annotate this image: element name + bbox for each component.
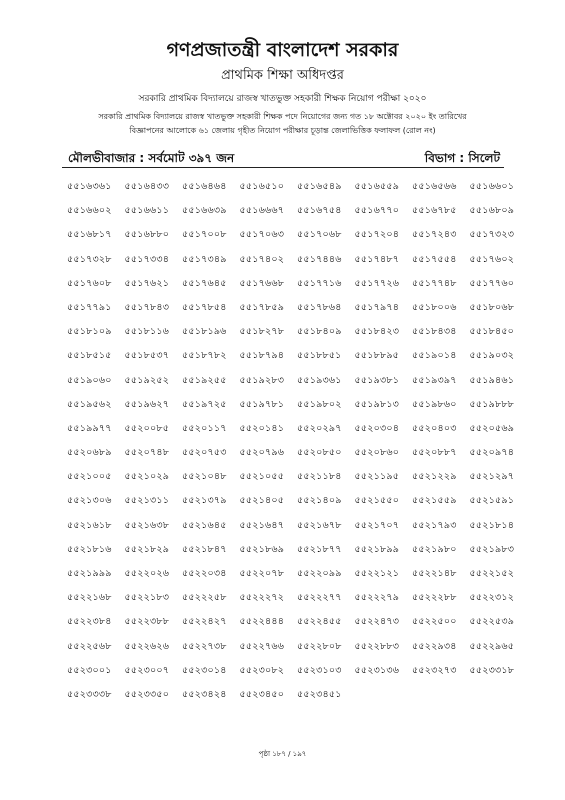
roll-number: ৫৫২১৮৪৭ bbox=[182, 543, 227, 555]
roll-number: ৫৫১৭৮৬৪ bbox=[297, 301, 342, 313]
roll-number: ৫৫১৭৬৪৫ bbox=[182, 277, 227, 289]
roll-number: ৫৫১৭০৬৩ bbox=[239, 229, 285, 241]
roll-number: ৫৫২০৮৬০ bbox=[354, 447, 400, 459]
roll-number: ৫৫১৭৭৪৮ bbox=[412, 277, 457, 289]
roll-number: ৫৫২২২৫৮ bbox=[182, 592, 227, 604]
roll-number: ৫৫২০৪০৩ bbox=[412, 422, 457, 434]
roll-number: ৫৫১৬৫৬৬ bbox=[412, 181, 457, 192]
roll-number: ৫৫২০১৪১ bbox=[239, 422, 285, 434]
roll-number: ৫৫১৮৮৯৫ bbox=[354, 350, 400, 362]
roll-number: ৫৫২১৯৯৯ bbox=[67, 568, 112, 579]
roll-number: ৫৫২৩৪২৪ bbox=[182, 688, 227, 700]
roll-number: ৫৫১৭৪৪৬ bbox=[297, 253, 342, 265]
roll-number: ৫৫১৭৭৬০ bbox=[469, 277, 515, 289]
roll-number: ৫৫২১৬৭৮ bbox=[297, 519, 342, 531]
roll-number: ৫৫২১৫৯১ bbox=[469, 495, 515, 507]
roll-number: ৫৫১৭৭১৬ bbox=[297, 277, 342, 289]
roll-number: ৫৫১৬৬৩৯ bbox=[182, 205, 227, 217]
roll-number: ৫৫২০৮৫০ bbox=[297, 447, 342, 459]
roll-number: ৫৫২১৮১৬ bbox=[67, 543, 112, 555]
roll-number: ৫৫২১৬৪৭ bbox=[239, 519, 285, 531]
roll-number: ৫৫২১৭৯৩ bbox=[412, 519, 457, 531]
roll-number: ৫৫১৯০৬০ bbox=[67, 374, 112, 386]
roll-number: ৫৫১৯৩৮১ bbox=[354, 374, 400, 386]
roll-number: ৫৫১৬৪৩৩ bbox=[124, 181, 170, 192]
roll-number: ৫৫২১০৫৫ bbox=[239, 471, 285, 483]
roll-number: ৫৫১৮৪০৯ bbox=[297, 326, 342, 338]
roll-number: ৫৫১৭৮৫৪ bbox=[182, 301, 227, 313]
roll-number: ৫৫১৮৪৩৪ bbox=[412, 326, 457, 338]
roll-number: ৫৫১৭২০৪ bbox=[354, 229, 400, 241]
roll-number: ৫৫২১১৮৪ bbox=[297, 471, 342, 483]
roll-number: ৫৫২৩৩৩৮ bbox=[67, 688, 112, 700]
roll-number: ৫৫২২৪৪৪ bbox=[239, 616, 285, 628]
roll-number: ৫৫১৭৯৭৪ bbox=[354, 301, 400, 313]
roll-number: ৫৫১৯৫৬২ bbox=[67, 398, 112, 410]
roll-number: ৫৫১৭৪০২ bbox=[239, 253, 285, 265]
roll-number: ৫৫২২৩৮৪ bbox=[67, 616, 112, 628]
roll-number: ৫৫১৭৮৫৯ bbox=[239, 301, 285, 313]
roll-number: ৫৫১৭৩২৩ bbox=[469, 229, 515, 241]
roll-number: ৫৫১৯২৮৩ bbox=[239, 374, 285, 386]
roll-number: ৫৫২২৬২৬ bbox=[124, 640, 170, 652]
roll-number: ৫৫২২০২৬ bbox=[124, 568, 170, 579]
roll-number: ৫৫১৯৭২৫ bbox=[182, 398, 227, 410]
roll-number: ৫৫১৯০১৪ bbox=[412, 350, 457, 362]
roll-number: ৫৫১৮৭৮২ bbox=[182, 350, 227, 362]
roll-number: ৫৫২০৭৯৬ bbox=[239, 447, 285, 459]
division-name: বিভাগ : সিলেট bbox=[424, 151, 500, 165]
roll-number: ৫৫২৩০১৪ bbox=[182, 664, 227, 676]
roll-number: ৫৫২২০৩৪ bbox=[182, 568, 227, 579]
roll-number: ৫৫২১৪০৫ bbox=[239, 495, 285, 507]
roll-number: ৫৫১৯৮৬০ bbox=[412, 398, 457, 410]
page-number: পৃষ্ঠা ১৮৭ / ১৯৭ bbox=[258, 750, 307, 758]
roll-number: ৫৫১৯৯৭৭ bbox=[67, 422, 112, 434]
roll-number: ৫৫২২৫৬৮ bbox=[67, 640, 112, 652]
roll-number: ৫৫২১৮৯৯ bbox=[354, 543, 400, 555]
roll-number: ৫৫২২৪৫৫ bbox=[297, 616, 342, 628]
roll-number: ৫৫২০২৯৭ bbox=[297, 422, 342, 434]
roll-number: ৫৫১৯৮৮৮ bbox=[469, 398, 515, 410]
notice-line-2: বিজ্ঞাপনের আলোকে ৬১ জেলায় গৃহীত নিয়োগ পরীক্ষার চূড়ান্ত জেলাভিত্তিক ফলাফল (রোল নং) bbox=[129, 126, 436, 135]
roll-number: ৫৫২১১৯৫ bbox=[354, 471, 400, 483]
roll-number: ৫৫২১৫৫৯ bbox=[412, 495, 457, 507]
roll-number: ৫৫২১২২৯ bbox=[412, 471, 457, 483]
roll-number: ৫৫২৩৪৫০ bbox=[239, 688, 285, 700]
roll-number: ৫৫১৯৮০২ bbox=[297, 398, 342, 410]
roll-number: ৫৫১৬৭৮৫ bbox=[412, 205, 457, 217]
roll-number: ৫৫১৮১১৬ bbox=[124, 326, 170, 338]
roll-number-grid bbox=[67, 180, 527, 712]
roll-number: ৫৫১৬৫১০ bbox=[239, 181, 285, 192]
roll-number: ৫৫২০১১৭ bbox=[182, 422, 227, 434]
roll-number: ৫৫১৭৭৯১ bbox=[67, 301, 112, 313]
roll-number: ৫৫২৩০০৭ bbox=[124, 664, 170, 676]
roll-number: ৫৫২১৬৪৫ bbox=[182, 519, 227, 531]
roll-number: ৫৫২২১৫২ bbox=[469, 568, 515, 579]
roll-number: ৫৫১৬৬০১ bbox=[469, 181, 515, 192]
roll-number: ৫৫২৩১০৩ bbox=[297, 664, 342, 676]
roll-number: ৫৫২২১২১ bbox=[354, 568, 400, 579]
roll-number: ৫৫১৬৪৬৪ bbox=[182, 181, 227, 192]
roll-number: ৫৫২১৮৭৭ bbox=[297, 543, 342, 555]
district-total: মৌলভীবাজার : সর্বমোট ৩৯৭ জন bbox=[68, 151, 235, 165]
roll-number: ৫৫২২৯৬৫ bbox=[469, 640, 515, 652]
roll-number: ৫৫২২১৪৮ bbox=[412, 568, 457, 579]
roll-number: ৫৫১৮৪৫০ bbox=[469, 326, 515, 338]
roll-number: ৫৫২২১৮৩ bbox=[124, 592, 170, 604]
roll-number: ৫৫১৭৬৬৮ bbox=[239, 277, 285, 289]
roll-number: ৫৫২১৮১৪ bbox=[469, 519, 515, 531]
roll-number: ৫৫১৭০৬৮ bbox=[297, 229, 342, 241]
roll-number: ৫৫২১৪০৯ bbox=[297, 495, 342, 507]
roll-number: ৫৫১৬৬৬৭ bbox=[239, 205, 285, 217]
roll-number: ৫৫২৩৪৫১ bbox=[297, 688, 342, 700]
roll-number: ৫৫১৬৫৪৯ bbox=[297, 181, 342, 192]
roll-number: ৫৫১৮১৯৬ bbox=[182, 326, 227, 338]
roll-number: ৫৫২১৩০৬ bbox=[67, 495, 112, 507]
notice-line-1: সরকারি প্রাথমিক বিদ্যালয়ে রাজস্ব খাতভুক্ত সহকারী শিক্ষক পদে নিয়োগের জন্য গত ১৮ অক্টোবর ২০২০ ইং তারিখের bbox=[98, 112, 467, 121]
roll-number: ৫৫১৬৮০৯ bbox=[469, 205, 515, 217]
roll-number: ৫৫২১৬৩৮ bbox=[124, 519, 170, 531]
roll-number: ৫৫২২৮৮৩ bbox=[354, 640, 400, 652]
exam-name: সরকারি প্রাথমিক বিদ্যালয়ে রাজস্ব খাতভুক্ত সহকারী শিক্ষক নিয়োগ পরীক্ষা ২০২০ bbox=[138, 94, 427, 104]
roll-number: ৫৫১৮৫৩৭ bbox=[124, 350, 170, 362]
roll-number: ৫৫১৭৬০৮ bbox=[67, 277, 112, 289]
roll-number: ৫৫১৮৫১৫ bbox=[67, 350, 112, 362]
roll-number: ৫৫২২১৬৮ bbox=[67, 592, 112, 604]
roll-number: ৫৫২২৪৭৩ bbox=[354, 616, 400, 628]
roll-number: ৫৫২০৬৮৯ bbox=[67, 447, 112, 459]
roll-number: ৫৫২০৭৪৮ bbox=[124, 447, 170, 459]
roll-number: ৫৫১৯০৩২ bbox=[469, 350, 515, 362]
roll-number: ৫৫১৯২৫৫ bbox=[182, 374, 227, 386]
roll-number: ৫৫২২২৭২ bbox=[239, 592, 285, 604]
roll-number: ৫৫২১০০৫ bbox=[67, 471, 112, 483]
roll-number: ৫৫১৮১০৯ bbox=[67, 326, 112, 338]
roll-number: ৫৫১৭৬০২ bbox=[469, 253, 515, 265]
roll-number: ৫৫২২৫০০ bbox=[412, 616, 457, 628]
roll-number: ৫৫২১৫৫০ bbox=[354, 495, 400, 507]
roll-number: ৫৫১৭৩৩৪ bbox=[124, 253, 170, 265]
roll-number: ৫৫১৮৮৫১ bbox=[297, 350, 342, 362]
roll-number: ৫৫১৭২৪৩ bbox=[412, 229, 457, 241]
roll-number: ৫৫২১০৪৮ bbox=[182, 471, 227, 483]
roll-number: ৫৫২২৩৮৮ bbox=[124, 616, 170, 628]
roll-number: ৫৫১৬৭৫৪ bbox=[297, 205, 342, 217]
roll-number: ৫৫১৭৩২৮ bbox=[67, 253, 112, 265]
roll-number: ৫৫১৮২৭৮ bbox=[239, 326, 285, 338]
roll-number: ৫৫২৩৩১৮ bbox=[469, 664, 515, 676]
roll-number: ৫৫২০৯৭৪ bbox=[469, 447, 515, 459]
roll-number: ৫৫২০০৮৫ bbox=[124, 422, 170, 434]
roll-number: ৫৫২১৮২৯ bbox=[124, 543, 170, 555]
roll-number: ৫৫২১৯৮০ bbox=[412, 543, 457, 555]
roll-number: ৫৫১৬৩৬১ bbox=[67, 181, 112, 192]
roll-number: ৫৫১৮৭৯৪ bbox=[239, 350, 285, 362]
roll-number: ৫৫২৩০০১ bbox=[67, 664, 112, 676]
roll-number: ৫৫২০৫৬৯ bbox=[469, 422, 515, 434]
roll-number: ৫৫১৯৩৯৭ bbox=[412, 374, 457, 386]
roll-number: ৫৫২৩০৮২ bbox=[239, 664, 285, 676]
roll-number: ৫৫১৭৫৫৪ bbox=[412, 253, 457, 265]
roll-number: ৫৫২০৭৫৩ bbox=[182, 447, 227, 459]
roll-number: ৫৫২২৪২৭ bbox=[182, 616, 227, 628]
roll-number: ৫৫১৮৪২৩ bbox=[354, 326, 400, 338]
department-name: প্রাথমিক শিক্ষা অধিদপ্তর bbox=[221, 68, 344, 83]
roll-number: ৫৫২১০২৯ bbox=[124, 471, 170, 483]
roll-number: ৫৫১৯৬২৭ bbox=[124, 398, 170, 410]
roll-number: ৫৫২০৩০৪ bbox=[354, 422, 400, 434]
roll-number: ৫৫১৭০০৮ bbox=[182, 229, 227, 241]
roll-number: ৫৫১৭৬২১ bbox=[124, 277, 170, 289]
roll-number: ৫৫১৭৩৪৯ bbox=[182, 253, 227, 265]
roll-number: ৫৫২২০৭৮ bbox=[239, 568, 285, 579]
header-divider bbox=[62, 167, 504, 168]
roll-number: ৫৫২৩৩৫০ bbox=[124, 688, 170, 700]
roll-number: ৫৫২২৭৩৮ bbox=[182, 640, 227, 652]
roll-number: ৫৫১৬৮৮০ bbox=[124, 229, 170, 241]
roll-number: ৫৫২১৩১১ bbox=[124, 495, 170, 507]
page-title: গণপ্রজাতন্ত্রী বাংলাদেশ সরকার bbox=[166, 39, 399, 61]
roll-number: ৫৫২১৭০৭ bbox=[354, 519, 400, 531]
roll-number: ৫৫১৯৭৮১ bbox=[239, 398, 285, 410]
roll-number: ৫৫২২৮০৮ bbox=[297, 640, 342, 652]
roll-number: ৫৫১৯৩৬১ bbox=[297, 374, 342, 386]
roll-number: ৫৫২৩১৩৬ bbox=[354, 664, 400, 676]
roll-number: ৫৫২১৬১৮ bbox=[67, 519, 112, 531]
roll-number: ৫৫২২৩১২ bbox=[469, 592, 515, 604]
roll-number: ৫৫১৬৫৫৯ bbox=[354, 181, 400, 192]
roll-number: ৫৫১৮০০৬ bbox=[412, 301, 457, 313]
roll-number: ৫৫১৬৮১৭ bbox=[67, 229, 112, 241]
roll-number: ৫৫২১৯৮৩ bbox=[469, 543, 515, 555]
roll-number: ৫৫২১৩৭৯ bbox=[182, 495, 227, 507]
roll-number: ৫৫২০৮৮৭ bbox=[412, 447, 457, 459]
roll-number: ৫৫১৭৮৪৩ bbox=[124, 301, 170, 313]
roll-number: ৫৫১৯২৫২ bbox=[124, 374, 170, 386]
roll-number: ৫৫২২৭৬৬ bbox=[239, 640, 285, 652]
roll-number: ৫৫১৬৬০২ bbox=[67, 205, 112, 217]
roll-number: ৫৫২২২৮৮ bbox=[412, 592, 457, 604]
roll-number: ৫৫২৩২৭৩ bbox=[412, 664, 457, 676]
notice-text bbox=[60, 110, 505, 138]
roll-number: ৫৫১৭৪৮৭ bbox=[354, 253, 400, 265]
roll-number: ৫৫২২৯৩৪ bbox=[412, 640, 457, 652]
roll-number: ৫৫১৬৬১১ bbox=[124, 205, 170, 217]
roll-number: ৫৫১৯৪৬১ bbox=[469, 374, 515, 386]
roll-number: ৫৫১৬৭৭০ bbox=[354, 205, 400, 217]
roll-number: ৫৫২২০৯৯ bbox=[297, 568, 342, 579]
roll-number: ৫৫২১২৯৭ bbox=[469, 471, 515, 483]
roll-number: ৫৫১৮০৬৮ bbox=[469, 301, 515, 313]
roll-number: ৫৫১৯৮১৩ bbox=[354, 398, 400, 410]
roll-number: ৫৫২২২৭৯ bbox=[354, 592, 400, 604]
roll-number: ৫৫২২৫৩৯ bbox=[469, 616, 515, 628]
roll-number: ৫৫১৭৭২৬ bbox=[354, 277, 400, 289]
roll-number: ৫৫২১৮৬৯ bbox=[239, 543, 285, 555]
roll-number: ৫৫২২২৭৭ bbox=[297, 592, 342, 604]
